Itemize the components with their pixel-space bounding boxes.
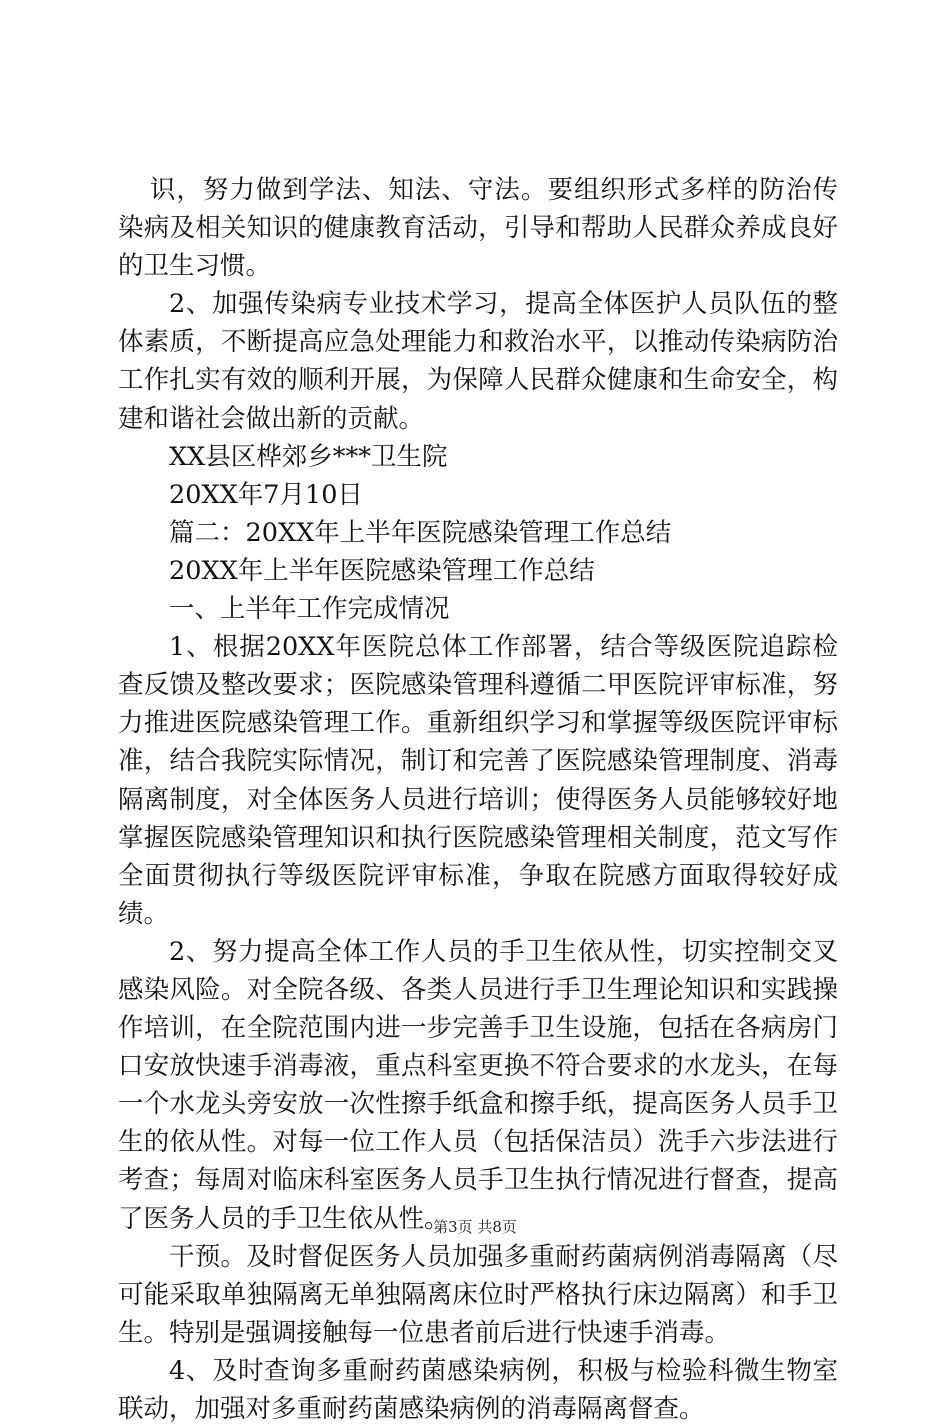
signature-date: 20XX年7月10日: [169, 479, 363, 510]
paragraph-1: 识，努力做到学法、知法、守法。要组织形式多样的防治传染病及相关知识的健康教育活动，引导和帮助人民群众养成良好的卫生习惯。: [118, 175, 838, 282]
paragraph-2: 2、加强传染病专业技术学习，提高全体医护人员队伍的整体素质，不断提高应急处理能力和救治水平，以推动传染病防治工作扎实有效的顺利开展，为保障人民群众健康和生命安全，构建和谐社会做出新的贡献。: [118, 289, 838, 434]
section-heading: 篇二：20XX年上半年医院感染管理工作总结: [169, 517, 672, 548]
document-body: [118, 171, 838, 1428]
paragraph-item-4: 4、及时查询多重耐药菌感染病例，积极与检验科微生物室联动，加强对多重耐药菌感染病例的消毒隔离督查。: [118, 1355, 838, 1424]
document-title: 20XX年上半年医院感染管理工作总结: [169, 555, 595, 586]
paragraph-item-1: 1、根据20XX年医院总体工作部署，结合等级医院追踪检查反馈及整改要求；医院感染管理科遵循二甲医院评审标准，努力推进医院感染管理工作。重新组织学习和掌握等级医院评审标准，结合我院实际情况，制订和完善了医院感染管理制度、消毒隔离制度，对全体医务人员进行培训；使得医务人员能够较好地掌握医院感染管理知识和执行医院感染管理相关制度，范文写作全面贯彻执行等级医院评审标准，争取在院感方面取得较好成绩。: [118, 632, 838, 929]
paragraph-intervention: 干预。及时督促医务人员加强多重耐药菌病例消毒隔离（尽可能采取单独隔离无单独隔离床位时严格执行床边隔离）和手卫生。特别是强调接触每一位患者前后进行快速手消毒。: [118, 1241, 838, 1348]
paragraph-item-2: 2、努力提高全体工作人员的手卫生依从性，切实控制交叉感染风险。对全院各级、各类人员进行手卫生理论知识和实践操作培训，在全院范围内进一步完善手卫生设施，包括在各病房门口安放快速手消毒液，重点科室更换不符合要求的水龙头，在每一个水龙头旁安放一次性擦手纸盒和擦手纸，提高医务人员手卫生的依从性。对每一位工作人员（包括保洁员）洗手六步法进行考查；每周对临床科室医务人员手卫生执行情况进行督查，提高了医务人员的手卫生依从性。: [118, 936, 838, 1234]
subsection-heading: 一、上半年工作完成情况: [169, 594, 450, 625]
page-footer: 第3页 共8页: [433, 1218, 517, 1236]
signature-org: XX县区桦郊乡***卫生院: [169, 441, 448, 472]
